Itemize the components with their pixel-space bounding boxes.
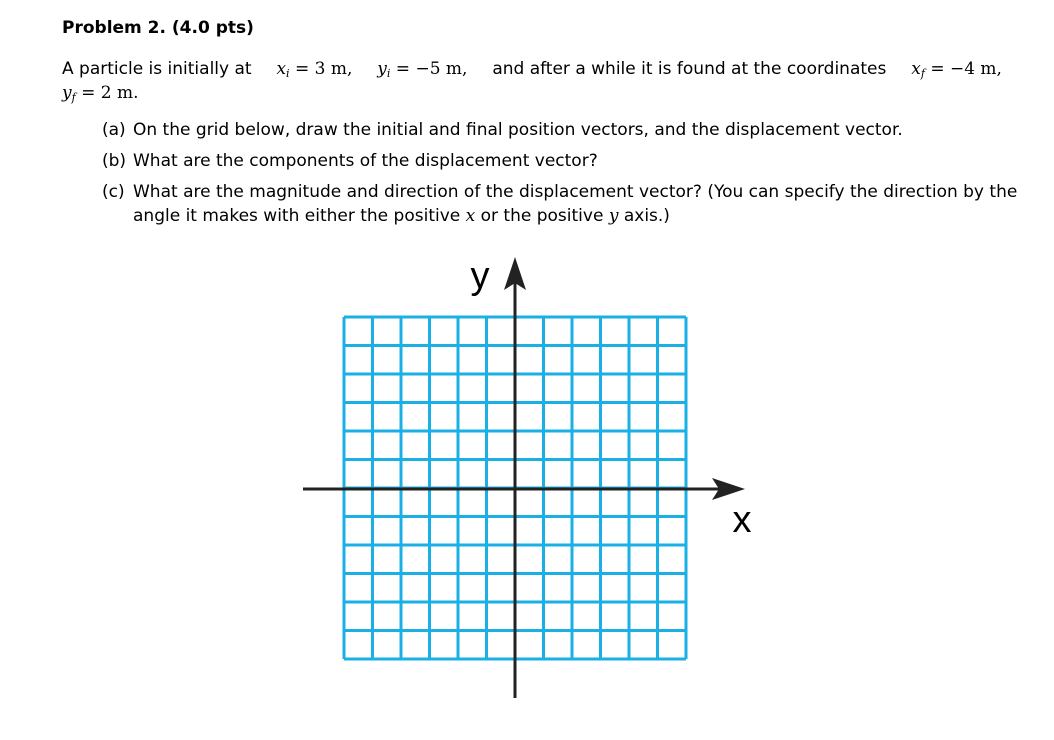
part-label: (c): [102, 182, 125, 202]
x-axis-label: x: [732, 499, 752, 541]
initial-y: $y_i = -5$ m,: [377, 59, 468, 80]
part-label: (a): [102, 120, 126, 140]
part-text: What are the components of the displacement vector?: [133, 151, 598, 171]
part-text: What are the magnitude and direction of the displacement vector? (You can specify the direction by the angle it makes with either the positive x or the positive y axis.): [133, 182, 1018, 226]
final-y: $y_f = 2$ m.: [62, 83, 139, 104]
intro-text-a: A particle is initially at: [62, 59, 252, 79]
final-x: $x_f = -4$ m,: [911, 59, 1002, 80]
y-axis-label: y: [470, 255, 490, 297]
intro-text-b: and after a while it is found at the coordinates: [492, 59, 887, 79]
problem-title: Problem 2. (4.0 pts): [62, 18, 254, 38]
part-label: (b): [102, 151, 127, 171]
part-text: On the grid below, draw the initial and final position vectors, and the displacement vector.: [133, 120, 903, 140]
initial-x: $x_i = 3$ m,: [276, 59, 353, 80]
